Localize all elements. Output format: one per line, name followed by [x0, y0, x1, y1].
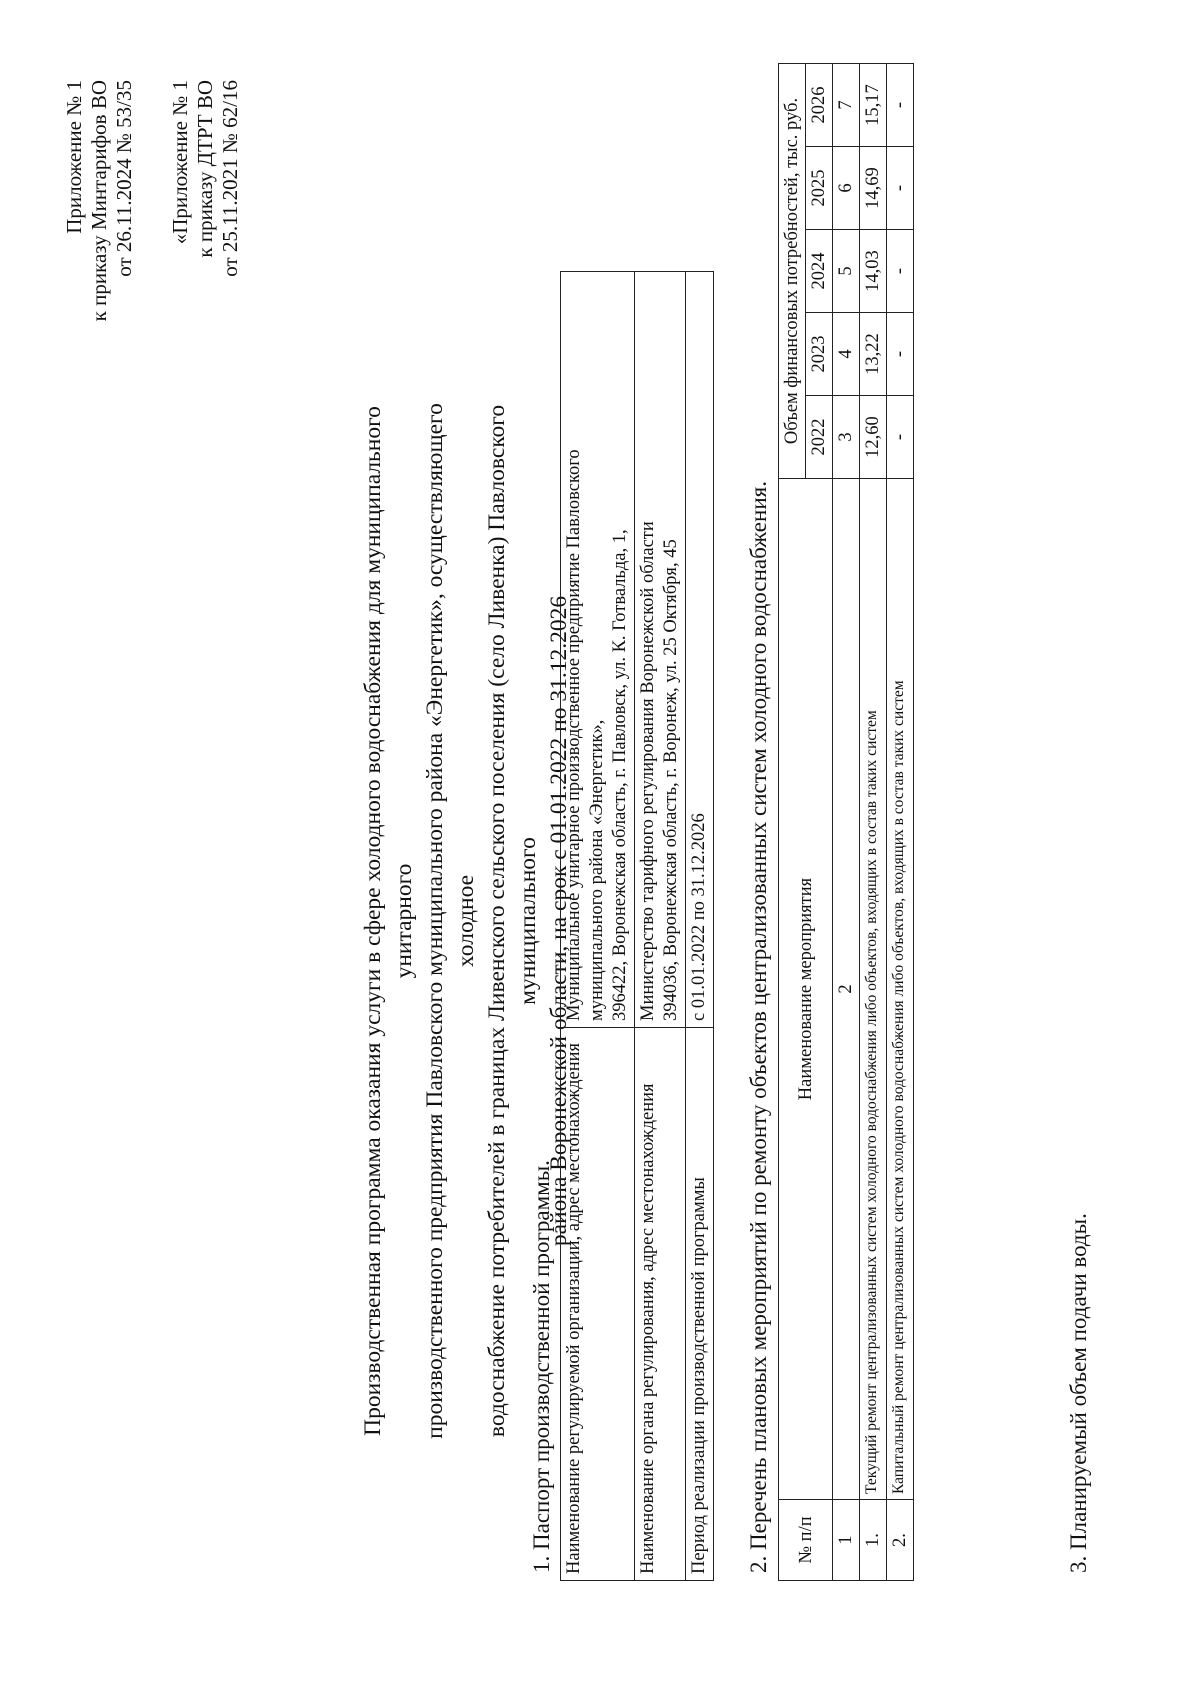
measure-value: 14,03	[860, 230, 887, 313]
section-3-heading: 3. Планируемый объем подачи воды.	[1066, 1213, 1091, 1573]
row-number: 2.	[887, 1500, 914, 1581]
passport-value-line: 396422, Воронежская область, г. Павловск, ул. К. Готвальда, 1,	[610, 529, 630, 1021]
header-number: № п/п	[779, 1500, 833, 1581]
column-number: 7	[833, 64, 860, 147]
title-line: района Воронежской области, на срок с 01.01.2022 по 31.12.2026	[546, 595, 572, 1247]
table-header-row	[779, 64, 806, 1581]
appendix-line: от 26.11.2024 № 53/35	[112, 80, 136, 277]
column-number: 5	[833, 230, 860, 313]
passport-value	[686, 272, 714, 1028]
header-year: 2026	[806, 64, 833, 147]
column-number: 6	[833, 147, 860, 230]
appendix-line: Приложение № 1	[62, 80, 86, 234]
column-number: 3	[833, 396, 860, 479]
measure-name: Текущий ремонт централизованных систем холодного водоснабжения либо объектов, входящих в состав таких систем	[860, 479, 887, 1500]
table-row	[686, 272, 714, 1581]
header-year: 2023	[806, 313, 833, 396]
measure-value: -	[887, 230, 914, 313]
passport-value-line: Министерство тарифного регулирования Воронежской области	[638, 521, 658, 1021]
passport-value-line: Муниципальное унитарное производственное предприятие Павловского	[564, 449, 584, 1021]
column-number: 4	[833, 313, 860, 396]
passport-value-line: с 01.01.2022 по 31.12.2026	[689, 813, 709, 1021]
measure-value: -	[887, 396, 914, 479]
measure-value: -	[887, 313, 914, 396]
section-2-heading: 2. Перечень плановых мероприятий по ремонту объектов централизованных систем холодного водоснабжения.	[746, 481, 771, 1573]
passport-label: Наименование органа регулирования, адрес местонахождения	[635, 1028, 686, 1581]
passport-value-line: 394036, Воронежская область, г. Воронеж, ул. 25 Октября, 45	[661, 539, 681, 1021]
title-line: Производственная программа оказания услуги в сфере холодного водоснабжения для муниципального унитарного	[360, 406, 417, 1436]
row-number: 1.	[860, 1500, 887, 1581]
table-row	[860, 64, 887, 1581]
appendix-line: к приказу ДТРТ ВО	[193, 80, 217, 258]
appendix-reference-current	[62, 80, 137, 321]
header-financial-volume: Объем финансовых потребностей, тыс. руб.	[779, 64, 806, 479]
measure-value: 15,17	[860, 64, 887, 147]
measure-value: -	[887, 64, 914, 147]
passport-value-line: муниципального района «Энергетик»,	[587, 719, 607, 1021]
header-year: 2022	[806, 396, 833, 479]
appendix-line: «Приложение № 1	[168, 80, 192, 245]
table-row	[635, 272, 686, 1581]
measure-value: 14,69	[860, 147, 887, 230]
measure-name: Капитальный ремонт централизованных систем холодного водоснабжения либо объектов, входящих в состав таких систем	[887, 479, 914, 1500]
passport-value	[635, 272, 686, 1028]
column-number: 1	[833, 1500, 860, 1581]
appendix-line: к приказу Минтарифов ВО	[87, 80, 111, 322]
measure-value: -	[887, 147, 914, 230]
appendix-line: от 25.11.2021 № 62/16	[218, 80, 242, 277]
column-number: 2	[833, 479, 860, 1500]
title-line: водоснабжение потребителей в границах Ливенского сельского поселения (село Ливенка) Павловского муниципального	[484, 404, 541, 1438]
column-number-row	[833, 64, 860, 1581]
header-year: 2024	[806, 230, 833, 313]
repair-measures-table	[778, 63, 914, 1581]
measure-value: 13,22	[860, 313, 887, 396]
table-row	[561, 272, 635, 1581]
appendix-reference-previous	[168, 80, 243, 277]
table-row	[887, 64, 914, 1581]
header-year: 2025	[806, 147, 833, 230]
passport-table	[560, 271, 714, 1581]
measure-value: 12,60	[860, 396, 887, 479]
passport-label: Период реализации производственной программы	[686, 1028, 714, 1581]
title-line: производственного предприятия Павловского муниципального района «Энергетик», осуществляющего холодное	[422, 403, 479, 1439]
section-1-heading: 1. Паспорт производственной программы.	[529, 1160, 554, 1573]
passport-value	[561, 272, 635, 1028]
passport-label: Наименование регулируемой организации, адрес местонахождения	[561, 1028, 635, 1581]
header-measure-name: Наименование мероприятия	[779, 479, 833, 1500]
